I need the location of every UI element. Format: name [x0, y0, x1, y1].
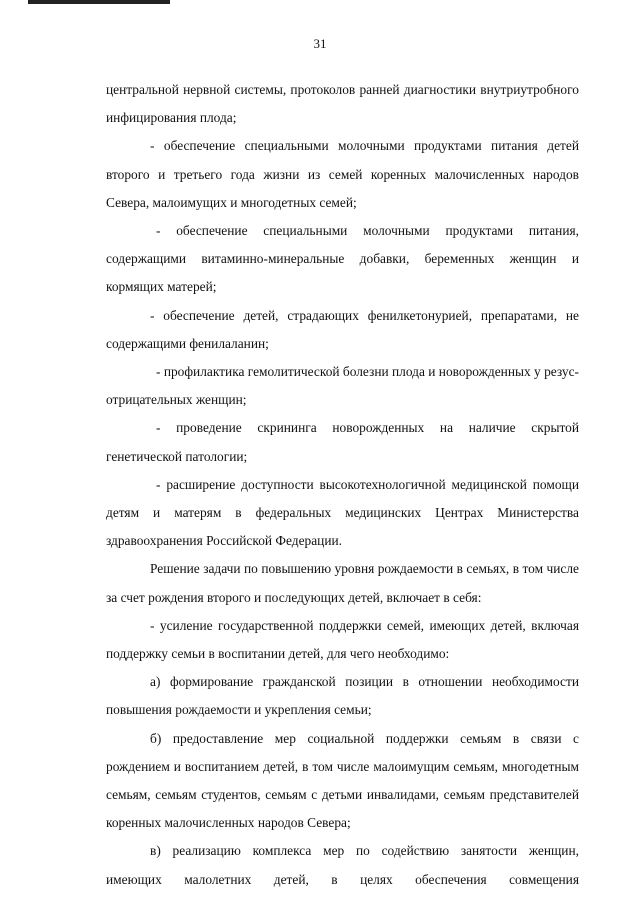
header-rule: [28, 0, 170, 4]
paragraph-5: - профилактика гемолитической болезни плода и новорожденных у резус-отрицательных женщин;: [106, 364, 579, 408]
paragraph-9: - усиление государственной поддержки семей, имеющих детей, включая поддержку семьи в воспитании детей, для чего необходимо:: [106, 617, 579, 662]
paragraph-8: Решение задачи по повышению уровня рождаемости в семьях, в том числе за счет рождения второго и последующих детей, включает в себя:: [106, 561, 579, 605]
paragraph-12: в) реализацию комплекса мер по содействию занятости женщин, имеющих малолетних детей, в целях обеспечения совмещения: [106, 843, 579, 887]
paragraph-2: - обеспечение специальными молочными продуктами питания детей второго и третьего года жизни из семей коренных малочисленных народов Севера, малоимущих и многодетных семей;: [106, 138, 579, 210]
paragraph-7: - расширение доступности высокотехнологичной медицинской помощи детям и матерям в федеральных медицинских Центрах Министерства здравоохранения Российской Федерации.: [106, 476, 579, 549]
paragraph-4: - обеспечение детей, страдающих фенилкетонурией, препаратами, не содержащими фенилаланин;: [106, 307, 579, 351]
paragraph-11: б) предоставление мер социальной поддержки семьям в связи с рождением и воспитанием детей, в том числе малоимущим семьям, многодетным семьям, семьям студентов, семьям с детьми инвалидами, семьям представителей коренных малочисленных народов Севера;: [106, 730, 579, 831]
page-number: 31: [313, 36, 327, 51]
paragraph-3: - обеспечение специальными молочными продуктами питания, содержащими витаминно-минеральные добавки, беременных женщин и кормящих матерей;: [106, 223, 579, 295]
paragraph-1: центральной нервной системы, протоколов ранней диагностики внутриутробного инфицирования плода;: [106, 82, 579, 126]
paragraph-6: - проведение скрининга новорожденных на наличие скрытой генетической патологии;: [106, 420, 579, 464]
paragraph-10: а) формирование гражданской позиции в отношении необходимости повышения рождаемости и укрепления семьи;: [106, 674, 579, 718]
document-body: [106, 76, 579, 894]
